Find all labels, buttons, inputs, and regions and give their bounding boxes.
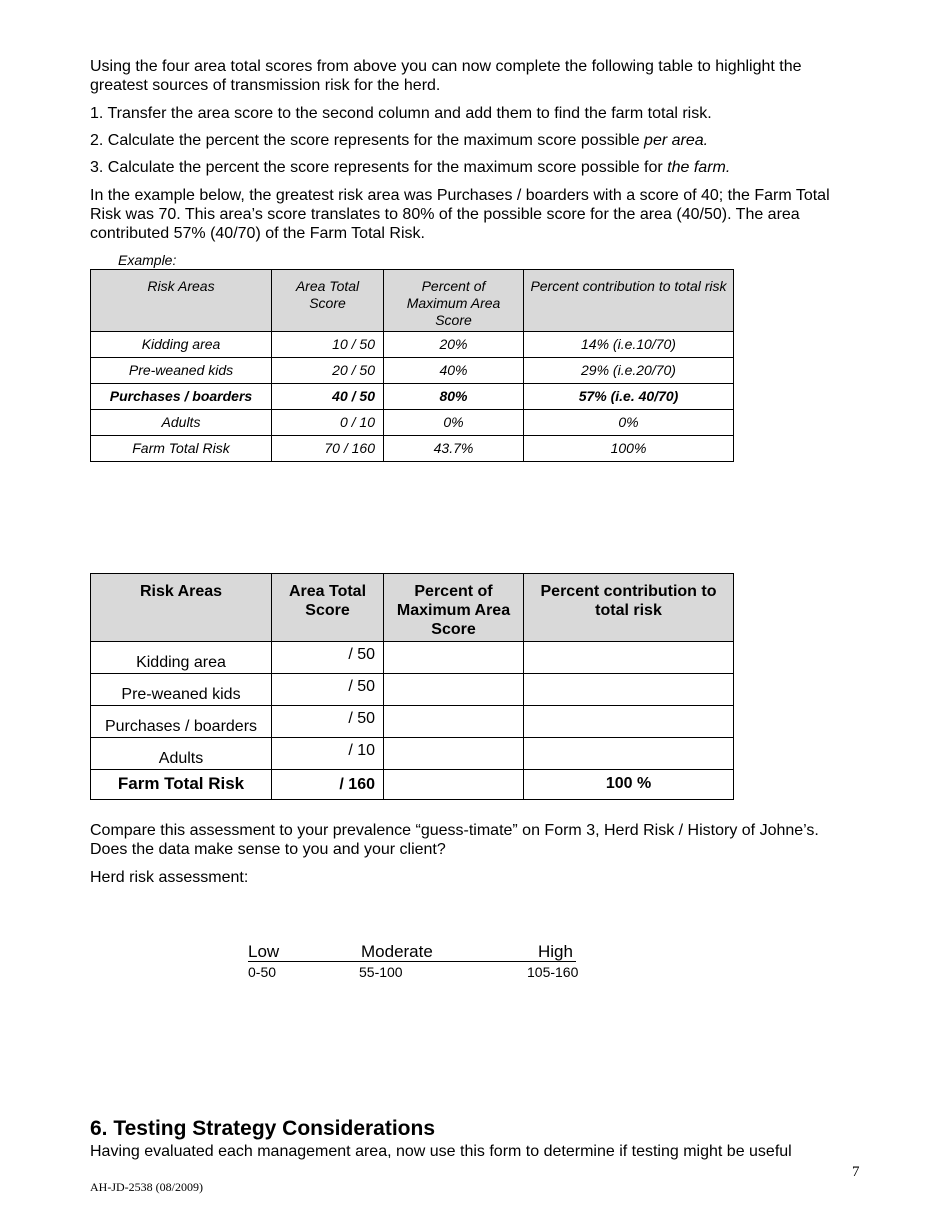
form-cell-percent-total[interactable] <box>524 706 734 738</box>
page-number: 7 <box>852 1164 860 1180</box>
form-cell-percent-max[interactable] <box>384 674 524 706</box>
table-row <box>91 358 734 384</box>
cell-area: Purchases / boarders <box>91 384 272 410</box>
form-cell-area: Adults <box>91 738 272 770</box>
form-cell-percent-max[interactable] <box>384 738 524 770</box>
example-paragraph: In the example below, the greatest risk area was Purchases / boarders with a score of 40; the Farm Total Risk was 70. This area’s score translates to 80% of the possible score for the area (40/50). The area contributed 57% (40/70) of the Farm Total Risk. <box>90 187 830 242</box>
form-cell-area: Kidding area <box>91 642 272 674</box>
table-row <box>91 332 734 358</box>
step-1 <box>90 104 860 123</box>
form-row <box>91 674 734 706</box>
form-row <box>91 642 734 674</box>
cell-percent-total: 0% <box>524 410 734 436</box>
step-2-text: 2. Calculate the percent the score represents for the maximum score possible <box>90 132 645 149</box>
scale-line <box>248 961 576 962</box>
cell-percent-total: 57% (i.e. 40/70) <box>524 384 734 410</box>
risk-form-table <box>90 573 734 800</box>
cell-area: Adults <box>91 410 272 436</box>
form-total-row <box>91 770 734 800</box>
cell-percent-max: 43.7% <box>384 436 524 462</box>
step-3 <box>90 158 860 177</box>
cell-area: Kidding area <box>91 332 272 358</box>
cell-area: Pre-weaned kids <box>91 358 272 384</box>
header-area-total-score: Area Total Score <box>272 270 384 332</box>
section-heading: 6. Testing Strategy Considerations <box>90 1117 436 1140</box>
step-3-text: 3. Calculate the percent the score represents for the maximum score possible for <box>90 159 668 176</box>
form-cell-percent-total[interactable] <box>524 642 734 674</box>
table-row <box>91 436 734 462</box>
form-cell-percent-max[interactable] <box>384 642 524 674</box>
cell-score: 70 / 160 <box>272 436 384 462</box>
step-3-emphasis: the farm. <box>667 159 731 176</box>
form-cell-score[interactable]: / 50 <box>272 674 384 706</box>
form-header-risk-areas: Risk Areas <box>91 574 272 642</box>
form-header-area-total-score: Area Total Score <box>272 574 384 642</box>
example-table <box>90 269 734 462</box>
cell-score: 0 / 10 <box>272 410 384 436</box>
form-cell-percent-max[interactable] <box>384 706 524 738</box>
form-header-percent-contribution: Percent contribution to total risk <box>524 574 734 642</box>
form-cell-score[interactable]: / 50 <box>272 706 384 738</box>
form-header-row <box>91 574 734 642</box>
cell-percent-max: 20% <box>384 332 524 358</box>
example-label: Example: <box>118 252 177 268</box>
scale-moderate-label: Moderate <box>361 942 433 961</box>
cell-percent-total: 14% (i.e.10/70) <box>524 332 734 358</box>
form-total-percent-total: 100 % <box>524 770 734 800</box>
cell-percent-max: 0% <box>384 410 524 436</box>
step-1-text: 1. Transfer the area score to the second column and add them to find the farm total risk. <box>90 105 712 122</box>
section-text: Having evaluated each management area, now use this form to determine if testing might be useful <box>90 1143 792 1160</box>
form-cell-area: Purchases / boarders <box>91 706 272 738</box>
form-cell-percent-total[interactable] <box>524 674 734 706</box>
cell-percent-max: 80% <box>384 384 524 410</box>
scale-high-range: 105-160 <box>527 964 579 980</box>
table-row <box>91 410 734 436</box>
example-header-row <box>91 270 734 332</box>
herd-risk-label: Herd risk assessment: <box>90 869 249 886</box>
doc-code: AH-JD-2538 (08/2009) <box>90 1180 203 1194</box>
step-2 <box>90 131 860 150</box>
intro-paragraph: Using the four area total scores from above you can now complete the following table to highlight the greatest sources of transmission risk for the herd. <box>90 58 802 94</box>
cell-area: Farm Total Risk <box>91 436 272 462</box>
form-cell-score[interactable]: / 10 <box>272 738 384 770</box>
header-percent-contribution: Percent contribution to total risk <box>524 270 734 332</box>
scale-moderate-range: 55-100 <box>359 964 403 980</box>
form-cell-score[interactable]: / 50 <box>272 642 384 674</box>
form-total-score[interactable]: / 160 <box>272 770 384 800</box>
cell-score: 10 / 50 <box>272 332 384 358</box>
form-cell-percent-total[interactable] <box>524 738 734 770</box>
scale-low-range: 0-50 <box>248 964 277 980</box>
cell-score: 40 / 50 <box>272 384 384 410</box>
cell-percent-max: 40% <box>384 358 524 384</box>
scale-high-label: High <box>538 942 573 961</box>
form-cell-area: Pre-weaned kids <box>91 674 272 706</box>
compare-paragraph: Compare this assessment to your prevalence “guess-timate” on Form 3, Herd Risk / History of Johne’s. Does the data make sense to you and your client? <box>90 822 819 858</box>
header-risk-areas: Risk Areas <box>91 270 272 332</box>
step-2-emphasis: per area. <box>644 132 709 149</box>
cell-percent-total: 29% (i.e.20/70) <box>524 358 734 384</box>
form-total-percent-max[interactable] <box>384 770 524 800</box>
header-percent-max: Percent of Maximum Area Score <box>384 270 524 332</box>
form-total-label: Farm Total Risk <box>91 770 272 800</box>
scale-low-label: Low <box>248 942 280 961</box>
table-row-highlighted <box>91 384 734 410</box>
form-row <box>91 738 734 770</box>
form-row <box>91 706 734 738</box>
form-header-percent-max: Percent of Maximum Area Score <box>384 574 524 642</box>
cell-percent-total: 100% <box>524 436 734 462</box>
cell-score: 20 / 50 <box>272 358 384 384</box>
